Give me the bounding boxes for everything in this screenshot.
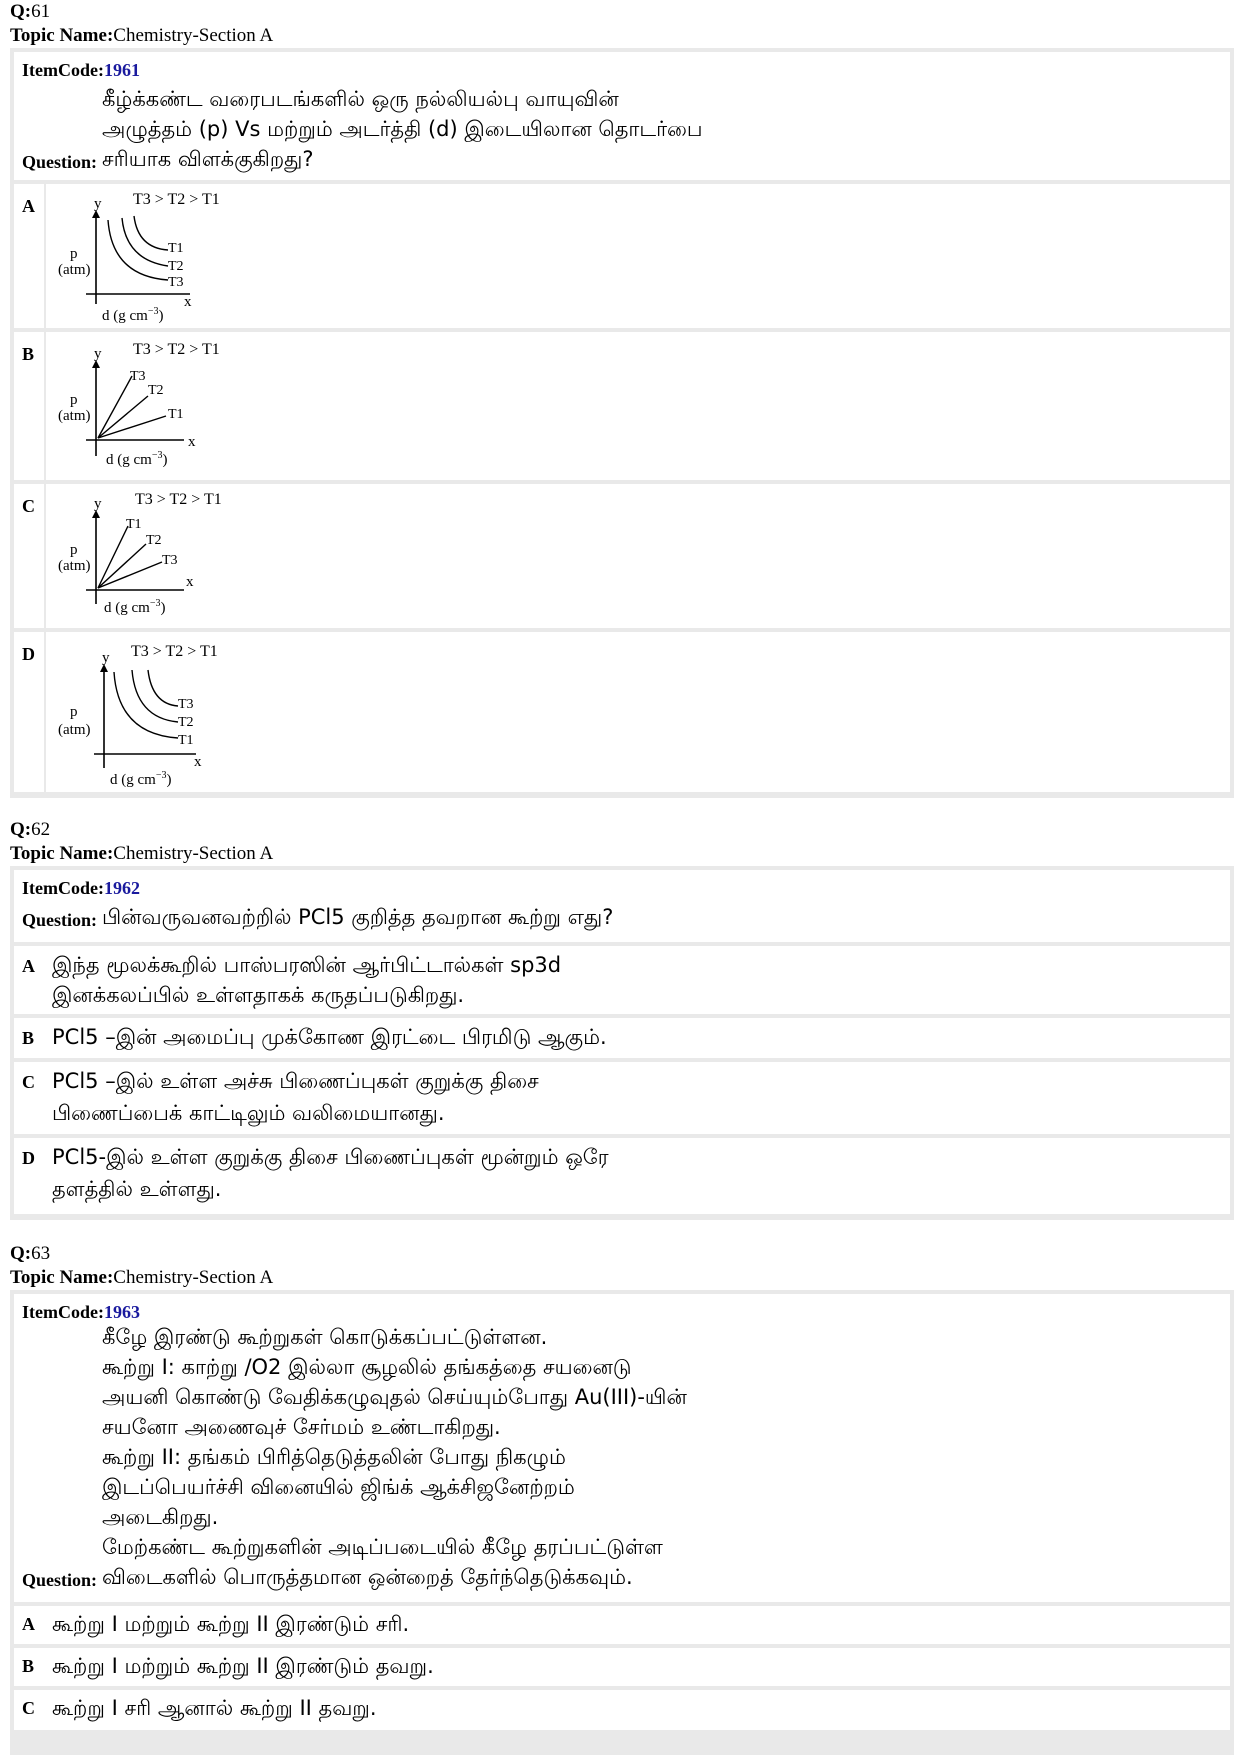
option-letter: D (22, 1148, 35, 1168)
option-letter: D (22, 644, 35, 664)
option-letter: A (22, 956, 35, 976)
topic-name: Chemistry-Section A (113, 1267, 274, 1288)
option-a[interactable] (14, 184, 1230, 328)
question-stem (14, 52, 1230, 180)
question-card-63 (10, 1290, 1234, 1755)
p-label: p (70, 542, 78, 558)
itemcode-label: ItemCode: (22, 1302, 104, 1322)
question-text: பின்வருவனவற்றில் PCl5 குறித்த தவறான கூற்று எது? (102, 905, 614, 929)
question-card-62 (10, 866, 1234, 1220)
question-label: Question: (22, 152, 98, 172)
isotherm-t1 (98, 526, 128, 588)
y-axis-label: y (102, 650, 110, 666)
option-c[interactable] (14, 1690, 1230, 1730)
question-header-63 (10, 1242, 273, 1290)
isotherm-t3 (98, 562, 162, 588)
temperature-order: T3 > T2 > T1 (131, 643, 218, 660)
topic-label: Topic Name: (10, 843, 114, 864)
question-number: 61 (31, 1, 51, 22)
option-text-line-2: பிணைப்பைக் காட்டிலும் வலிமையானது. (52, 1101, 445, 1125)
temperature-order: T3 > T2 > T1 (133, 341, 220, 358)
line-label-t3: T3 (162, 553, 178, 568)
item-code: 1962 (103, 878, 140, 898)
option-d[interactable] (14, 1138, 1230, 1214)
isotherm-t3 (148, 670, 178, 706)
item-code: 1961 (103, 60, 140, 80)
question-card-61 (10, 48, 1234, 798)
atm-label: (atm) (58, 722, 91, 738)
p-label: p (70, 246, 78, 262)
option-text-line-1: இந்த மூலக்கூறில் பாஸ்பரஸின் ஆர்பிட்டால்கள் sp3d (52, 953, 562, 977)
question-line-3: அயனி கொண்டு வேதிக்கழுவுதல் செய்யும்போது Au(III)-யின் (102, 1385, 687, 1409)
topic-label: Topic Name: (10, 25, 114, 46)
graph-a (50, 186, 250, 326)
option-a[interactable] (14, 946, 1230, 1014)
option-b[interactable] (14, 1018, 1230, 1058)
option-text: கூற்று I மற்றும் கூற்று II இரண்டும் தவறு. (52, 1654, 434, 1678)
question-line-4: சயனோ அணைவுச் சேர்மம் உண்டாகிறது. (102, 1415, 501, 1439)
question-header-61 (10, 0, 273, 48)
d-label: d (g $cm^{-3}$) (110, 770, 172, 788)
isotherm-t3 (108, 220, 168, 280)
question-line-6: இடப்பெயர்ச்சி வினையில் ஜிங்க் ஆக்சிஜனேற்றம் (102, 1475, 575, 1499)
y-axis-label: y (94, 346, 102, 362)
option-text: கூற்று I மற்றும் கூற்று II இரண்டும் சரி. (52, 1612, 410, 1636)
temperature-order: T3 > T2 > T1 (135, 491, 222, 508)
graph-b (50, 334, 250, 478)
question-line-2: அழுத்தம் (p) Vs மற்றும் அடர்த்தி (d) இடையிலான தொடர்பை (102, 117, 703, 141)
curve-label-t1: T1 (168, 241, 184, 256)
question-line-1: கீழ்க்கண்ட வரைபடங்களில் ஒரு நல்லியல்பு வாயுவின் (102, 87, 619, 111)
option-letter: A (22, 196, 35, 216)
graph-c (50, 486, 250, 626)
q-label: Q: (10, 819, 32, 840)
option-b[interactable] (14, 1648, 1230, 1686)
y-axis-label: y (94, 196, 102, 212)
option-text-line-1: PCl5-இல் உள்ள குறுக்கு திசை பிணைப்புகள் மூன்றும் ஒரே (52, 1145, 609, 1169)
option-letter: C (22, 1698, 35, 1718)
question-line-5: கூற்று II: தங்கம் பிரித்தெடுத்தலின் போது நிகழும் (102, 1445, 566, 1469)
isotherm-t1 (134, 216, 168, 250)
item-code: 1963 (103, 1302, 140, 1322)
question-number: 62 (31, 819, 51, 840)
topic-name: Chemistry-Section A (113, 25, 274, 46)
option-text: கூற்று I சரி ஆனால் கூற்று II தவறு. (52, 1696, 377, 1720)
x-axis-label: x (188, 434, 196, 450)
p-label: p (70, 392, 78, 408)
isotherm-t2 (132, 670, 178, 722)
temperature-order: T3 > T2 > T1 (133, 191, 220, 208)
isotherm-t1 (114, 672, 178, 738)
question-line-8: மேற்கண்ட கூற்றுகளின் அடிப்படையில் கீழே தரப்பட்டுள்ள (102, 1535, 663, 1559)
line-label-t2: T2 (148, 383, 164, 398)
question-label: Question: (22, 1570, 98, 1590)
option-letter: B (22, 1656, 35, 1676)
question-line-1: கீழே இரண்டு கூற்றுகள் கொடுக்கப்பட்டுள்ளன. (102, 1325, 548, 1349)
p-label: p (70, 704, 78, 720)
option-text-line-2: தளத்தில் உள்ளது. (52, 1177, 222, 1201)
option-letter: A (22, 1614, 35, 1634)
option-b[interactable] (14, 332, 1230, 480)
option-letter: B (22, 344, 35, 364)
question-number: 63 (31, 1243, 51, 1264)
question-label: Question: (22, 910, 98, 930)
line-label-t3: T3 (130, 369, 146, 384)
x-axis-label: x (194, 754, 202, 770)
d-label: d (g $cm^{-3}$) (104, 598, 166, 616)
graph-d (50, 634, 260, 790)
question-stem (14, 1294, 1230, 1602)
atm-label: (atm) (58, 408, 91, 424)
itemcode-label: ItemCode: (22, 878, 104, 898)
line-label-t1: T1 (168, 407, 184, 422)
option-letter: B (22, 1028, 35, 1048)
curve-label-t2: T2 (178, 715, 194, 730)
d-label: d (g $cm^{-3}$) (106, 450, 168, 468)
curve-label-t2: T2 (168, 259, 184, 274)
option-text-line-1: PCl5 –இல் உள்ள அச்சு பிணைப்புகள் குறுக்கு திசை (52, 1069, 539, 1093)
option-a[interactable] (14, 1606, 1230, 1644)
d-label: d (g $cm^{-3}$) (102, 306, 164, 324)
question-line-3: சரியாக விளக்குகிறது? (102, 147, 314, 171)
line-label-t2: T2 (146, 533, 162, 548)
option-text-line-2: இனக்கலப்பில் உள்ளதாகக் கருதப்படுகிறது. (52, 983, 465, 1007)
curve-label-t1: T1 (178, 733, 194, 748)
option-c[interactable] (14, 1062, 1230, 1134)
question-stem (14, 870, 1230, 942)
x-axis-label: x (186, 574, 194, 590)
question-line-2: கூற்று I: காற்று /O2 இல்லா சூழலில் தங்கத்தை சயனைடு (102, 1355, 632, 1379)
line-label-t1: T1 (126, 517, 142, 532)
option-c[interactable] (14, 484, 1230, 628)
topic-label: Topic Name: (10, 1267, 114, 1288)
topic-name: Chemistry-Section A (113, 843, 274, 864)
x-axis-label: x (184, 294, 192, 310)
question-line-7: அடைகிறது. (102, 1505, 219, 1529)
itemcode-label: ItemCode: (22, 60, 104, 80)
isotherm-t2 (98, 396, 148, 438)
y-axis-label: y (94, 496, 102, 512)
curve-label-t3: T3 (178, 697, 194, 712)
atm-label: (atm) (58, 262, 91, 278)
atm-label: (atm) (58, 558, 91, 574)
q-label: Q: (10, 1243, 32, 1264)
isotherm-t2 (122, 218, 168, 266)
curve-label-t3: T3 (168, 275, 184, 290)
option-letter: C (22, 1072, 35, 1092)
isotherm-t2 (98, 544, 146, 588)
option-letter: C (22, 496, 35, 516)
question-header-62 (10, 818, 273, 866)
question-line-9: விடைகளில் பொருத்தமான ஒன்றைத் தேர்ந்தெடுக்கவும். (102, 1565, 633, 1589)
option-d[interactable] (14, 632, 1230, 792)
q-label: Q: (10, 1, 32, 22)
option-text-line-1: PCl5 –இன் அமைப்பு முக்கோண இரட்டை பிரமிடு ஆகும். (52, 1025, 607, 1049)
